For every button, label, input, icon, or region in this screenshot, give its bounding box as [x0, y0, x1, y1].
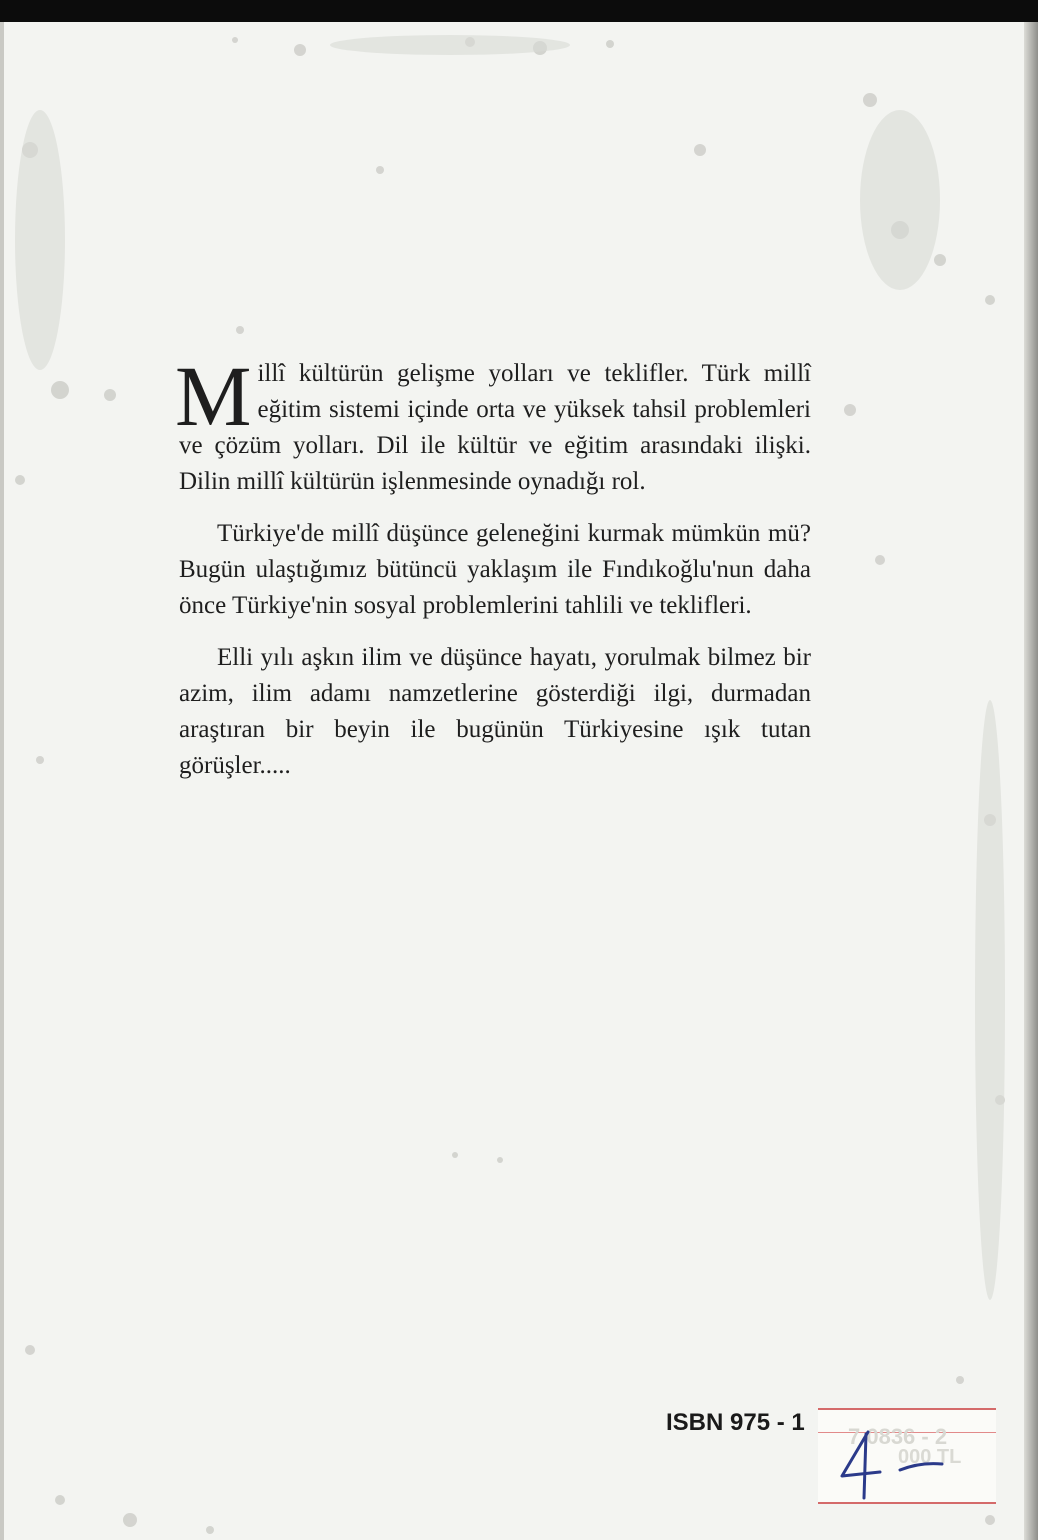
blurb-paragraph-3: Elli yılı aşkın ilim ve düşünce hayatı, yorulmak bilmez bir azim, ilim adamı namzetlerine gösterdiği ilgi, durmadan araştıran bir beyin ile bugünün Türkiyesine ışık tutan görüşler.....: [179, 644, 811, 779]
back-cover-blurb: [175, 348, 811, 800]
blurb-paragraph-1: [175, 348, 811, 500]
blurb-paragraph-1-text: illî kültürün gelişme yolları ve teklifler. Türk millî eğitim sistemi içinde orta ve yüksek tahsil problemleri ve çözüm yolları. Dil ile kültür ve eğitim arasındaki ilişki. Dilin millî kültürün işlenmesinde oynadığı rol.: [179, 360, 811, 495]
blurb-paragraph-2: Türkiye'de millî düşünce geleneğini kurmak mümkün mü? Bugün ulaştığımız bütüncü yaklaşım ile Fındıkoğlu'nun daha önce Türkiye'nin sosyal problemlerini tahlili ve teklifleri.: [179, 520, 811, 619]
isbn-label: ISBN 975 - 1: [666, 1409, 805, 1436]
price-sticker: [818, 1408, 996, 1504]
sticker-faded-price: 000 TL: [898, 1446, 962, 1468]
handwritten-price-mark: [818, 1410, 996, 1502]
sticker-faded-text: 7 0836 - 2: [848, 1424, 948, 1449]
drop-cap: M: [175, 348, 252, 444]
